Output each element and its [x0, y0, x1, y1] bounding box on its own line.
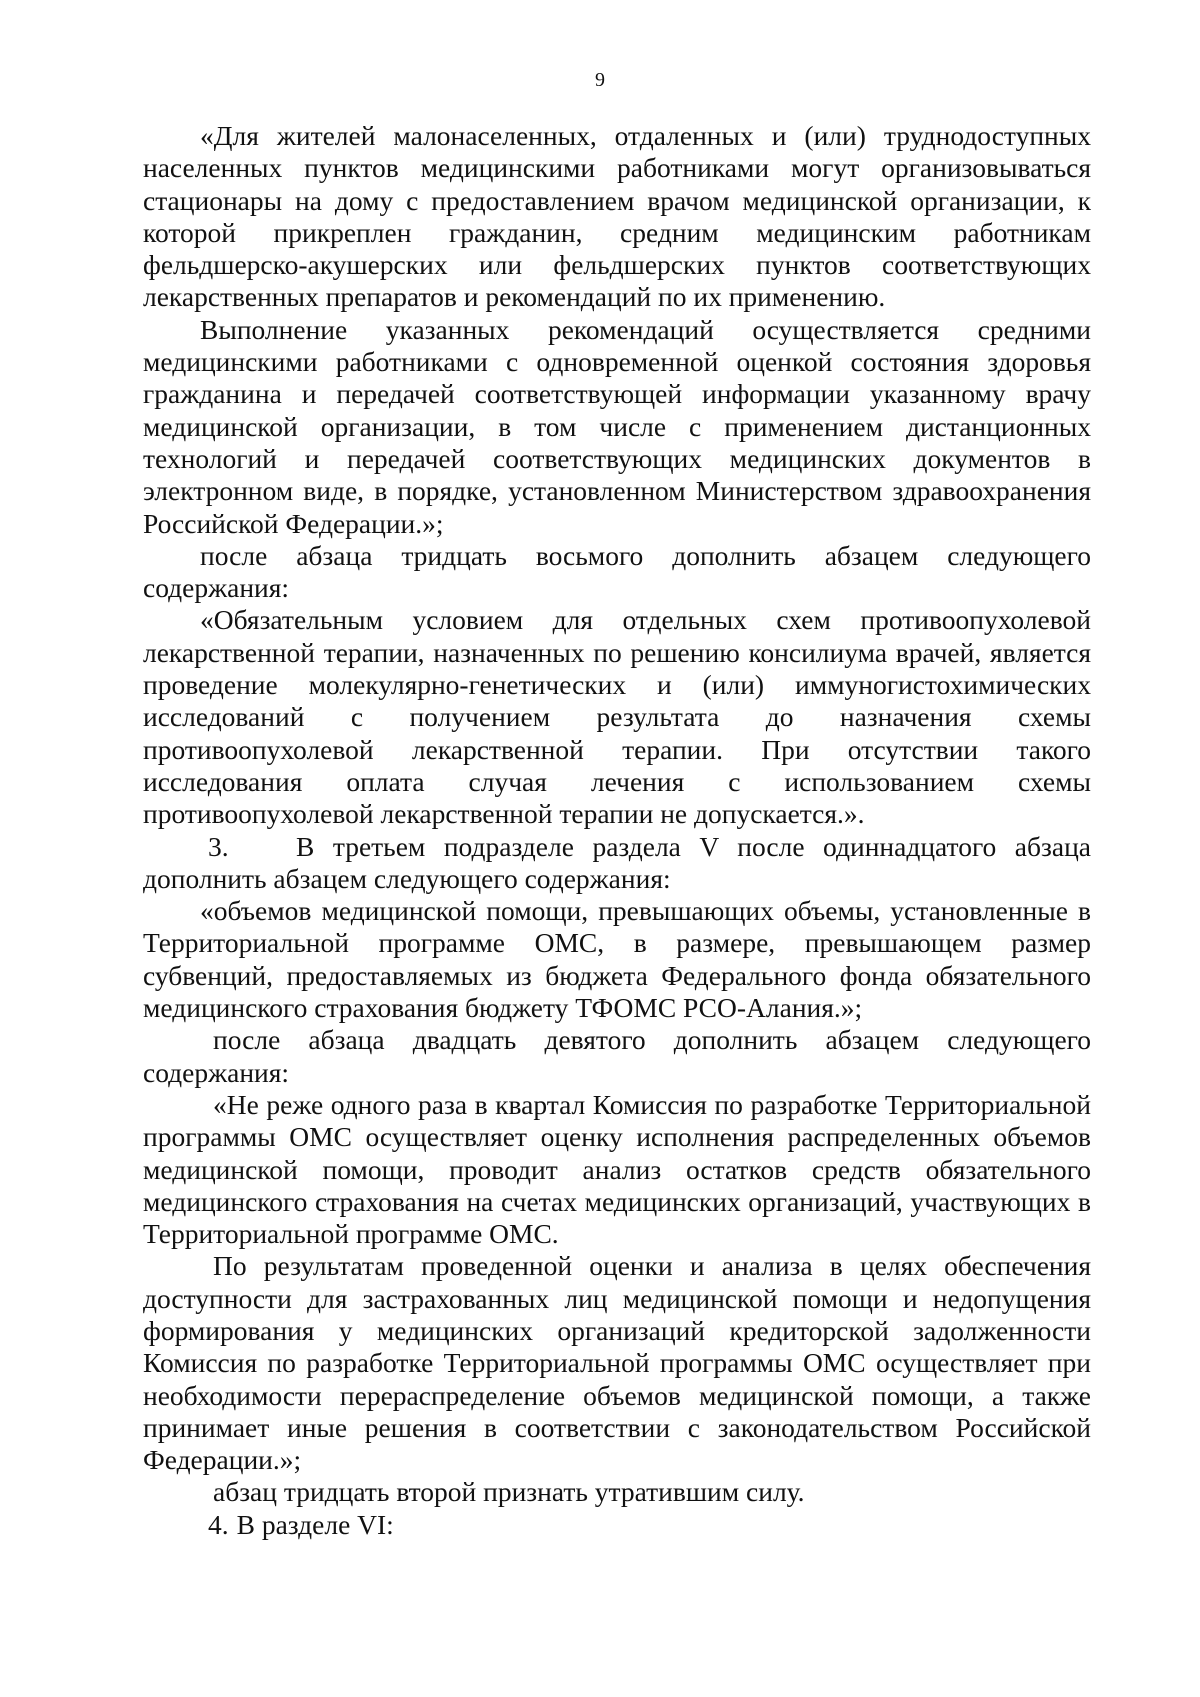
item-number: 4.	[208, 1508, 229, 1540]
page-number: 9	[595, 69, 605, 91]
paragraph-after-38: после абзаца тридцать восьмого дополнить абзацем следующего содержания:	[143, 539, 1091, 604]
paragraph-results-analysis: По результатам проведенной оценки и анализа в целях обеспечения доступности для застрахованных лиц медицинской помощи и недопущения формирования у медицинских организаций кредиторской задолженности Комиссия по разработке Территориальной программы ОМС осуществляет при необходимости перераспределение объемов медицинской помощи, а также принимает иные решения в соответствии с законодательством Российской Федерации.»;	[143, 1250, 1091, 1476]
item-number: 3.	[208, 830, 229, 862]
paragraph-oncology-condition: «Обязательным условием для отдельных схем противоопухолевой лекарственной терапии, назначенных по решению консилиума врачей, является проведение молекулярно-генетических и (или) иммуногистохимических исследований с получением результата до назначения схемы противоопухолевой лекарственной терапии. При отсутствии такого исследования оплата случая лечения с использованием схемы противоопухолевой лекарственной терапии не допускается.».	[143, 604, 1091, 830]
paragraph-volumes-exceeding: «объемов медицинской помощи, превышающих объемы, установленные в Территориальной программе ОМС, в размере, превышающем размер субвенций, предоставляемых из бюджета Федерального фонда обязательного медицинского страхования бюджету ТФОМС РСО-Алания.»;	[143, 895, 1091, 1024]
document-body	[143, 120, 1091, 1541]
paragraph-recommendations: Выполнение указанных рекомендаций осуществляется средними медицинскими работниками с одновременной оценкой состояния здоровья гражданина и передачей соответствующей информации указанному врачу медицинской организации, в том числе с применением дистанционных технологий и передачей соответствующих медицинских документов в электронном виде, в порядке, установленном Министерством здравоохранения Российской Федерации.»;	[143, 313, 1091, 539]
item-text: В третьем подразделе раздела V после одиннадцатого абзаца дополнить абзацем следующего содержания:	[143, 830, 1091, 894]
numbered-item-4	[143, 1509, 1091, 1541]
paragraph-commission-quarterly: «Не реже одного раза в квартал Комиссия по разработке Территориальной программы ОМС осуществляет оценку исполнения распределенных объемов медицинской помощи, проводит анализ остатков средств обязательного медицинского страхования на счетах медицинских организаций, участвующих в Территориальной программе ОМС.	[143, 1088, 1091, 1250]
item-text: В разделе VI:	[236, 1508, 394, 1540]
numbered-item-3	[143, 831, 1091, 896]
paragraph-after-29: после абзаца двадцать девятого дополнить абзацем следующего содержания:	[143, 1024, 1091, 1088]
paragraph-void-32: абзац тридцать второй признать утратившим силу.	[213, 1476, 805, 1508]
paragraph-inpatient-home: «Для жителей малонаселенных, отдаленных и (или) труднодоступных населенных пунктов медицинскими работниками могут организовываться стационары на дому с предоставлением врачом медицинской организации, к которой прикреплен гражданин, средним медицинским работникам фельдшерско-акушерских или фельдшерских пунктов соответствующих лекарственных препаратов и рекомендаций по их применению.	[143, 120, 1091, 313]
